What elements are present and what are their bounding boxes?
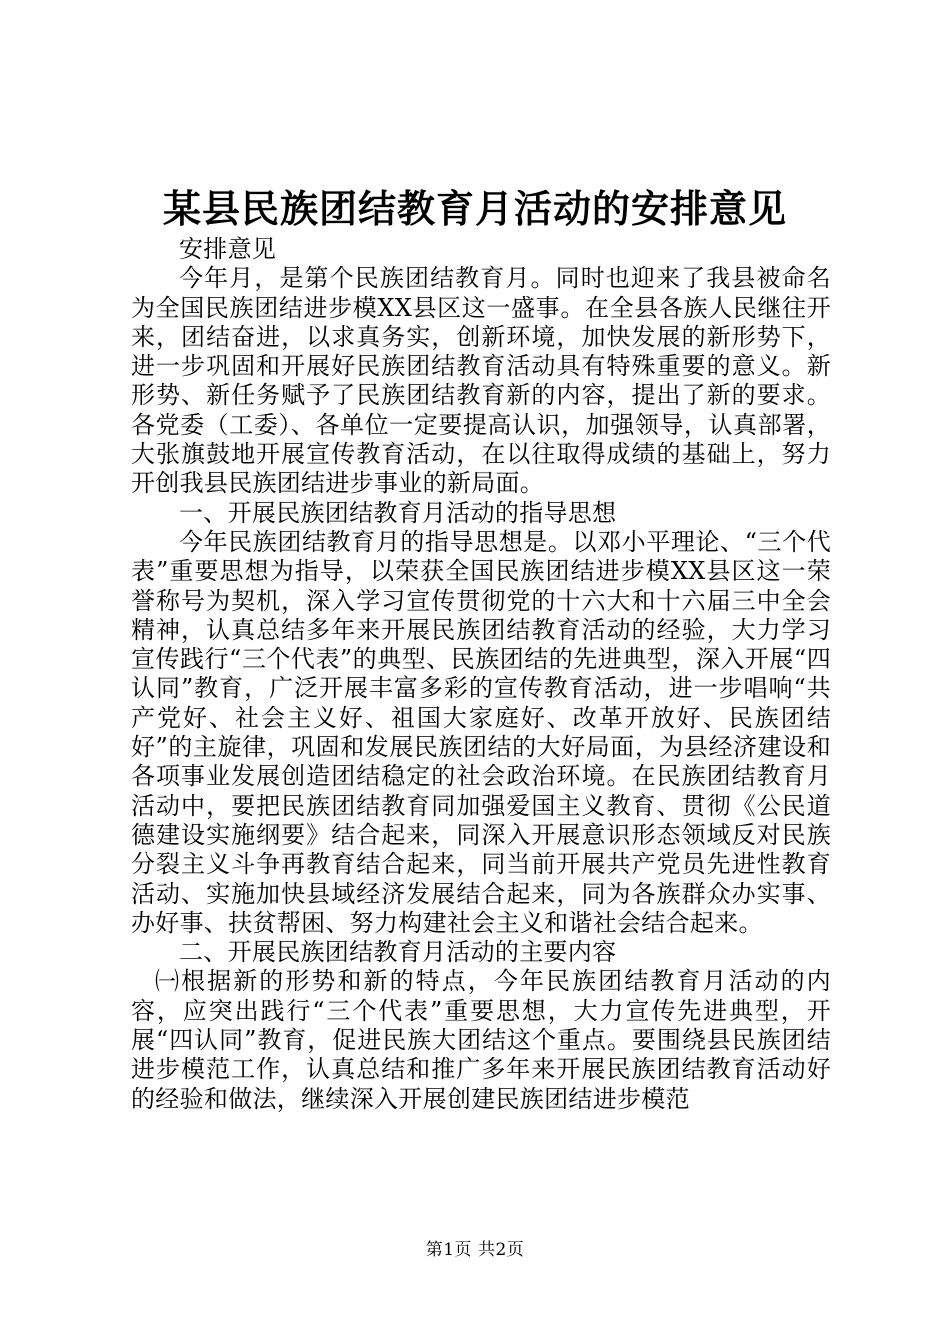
document-title: 某县民族团结教育月活动的安排意见 xyxy=(162,186,787,231)
section-heading-main-content: 二、开展民族团结教育月活动的主要内容 xyxy=(179,938,617,967)
guiding-ideology-paragraph: 今年民族团结教育月的指导思想是。以邓小平理论、“三个代表”重要思想为指导，以荣获全国民族团结进步模XX县区这一荣誉称号为契机，深入学习宣传贯彻党的十六大和十六届三中全会精神，认真总结多年来开展民族团结教育活动的经验，大力学习宣传践行“三个代表”的典型、民族团结的先进典型，深入开展“四认同”教育，广泛开展丰富多彩的宣传教育活动，进一步唱响“共产党好、社会主义好、祖国大家庭好、改革开放好、民族团结好”的主旋律，巩固和发展民族团结的大好局面，为县经济建设和各项事业发展创造团结稳定的社会政治环境。在民族团结教育月活动中，要把民族团结教育同加强爱国主义教育、贯彻《公民道德建设实施纲要》结合起来，同深入开展意识形态领域反对民族分裂主义斗争再教育结合起来，同当前开展共产党员先进性教育活动、实施加快县域经济发展结合起来，同为各族群众办实事、办好事、扶贫帮困、努力构建社会主义和谐社会结合起来。 xyxy=(131,527,831,937)
main-content-item-1: ㈠根据新的形势和新的特点，今年民族团结教育月活动的内容，应突出践行“三个代表”重要思想，大力宣传先进典型，开展“四认同”教育，促进民族大团结这个重点。要围绕县民族团结进步模范工作，认真总结和推广多年来开展民族团结教育活动好的经验和做法，继续深入开展创建民族团结进步模范 xyxy=(131,967,831,1113)
document-body xyxy=(131,235,831,1114)
intro-paragraph: 今年月，是第个民族团结教育月。同时也迎来了我县被命名为全国民族团结进步模XX县区这一盛事。在全县各族人民继往开来，团结奋进，以求真务实，创新环境，加快发展的新形势下，进一步巩固和开展好民族团结教育活动具有特殊重要的意义。新形势、新任务赋予了民族团结教育新的内容，提出了新的要求。各党委（工委）、各单位一定要提高认识，加强领导，认真部署，大张旗鼓地开展宣传教育活动，在以往取得成绩的基础上，努力开创我县民族团结进步事业的新局面。 xyxy=(131,264,831,498)
section-heading-arrangement: 安排意见 xyxy=(179,235,277,263)
section-heading-guiding-ideology: 一、开展民族团结教育月活动的指导思想 xyxy=(179,498,617,527)
page-number-footer: 第1页 共2页 xyxy=(425,1240,525,1260)
